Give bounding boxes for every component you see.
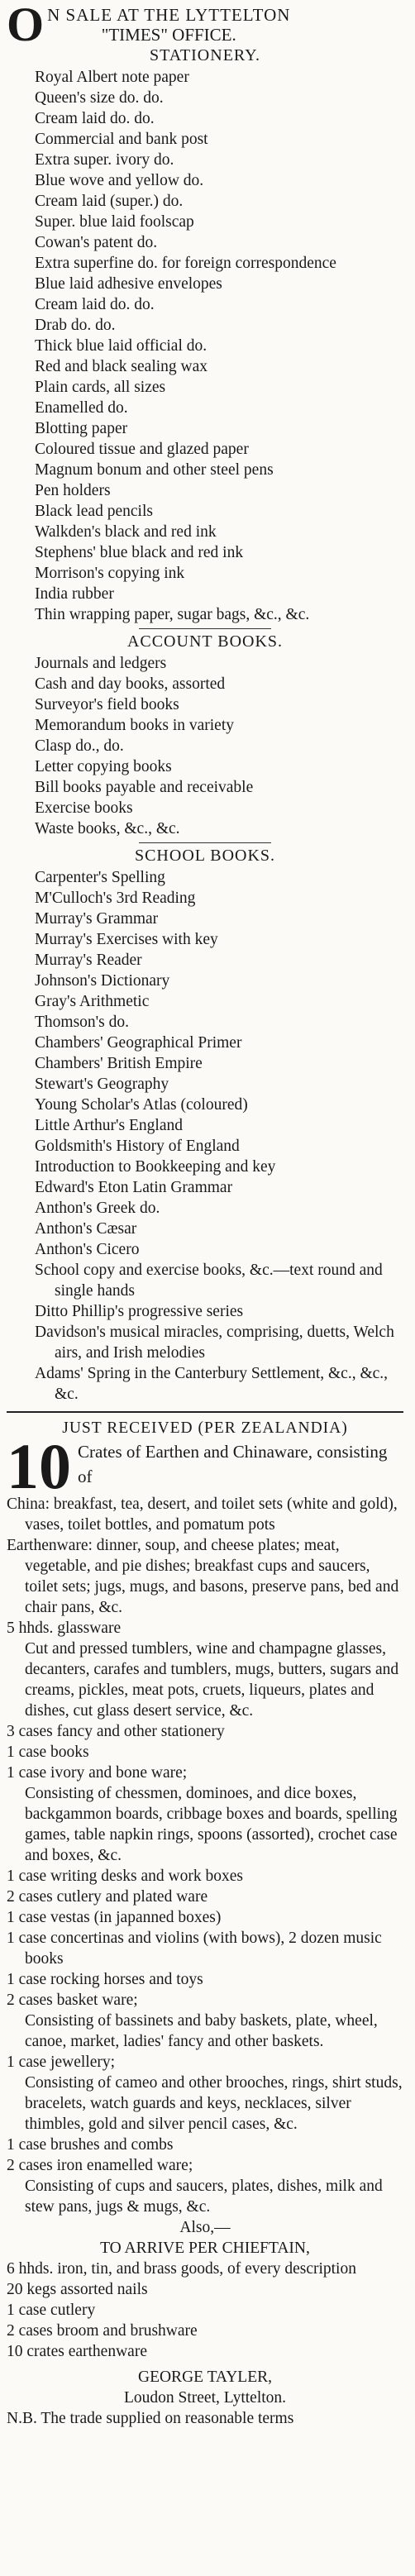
school-title: SCHOOL BOOKS. <box>134 847 276 865</box>
intro-text: Crates of Earthen and Chinaware, consisting of <box>78 1442 388 1486</box>
list-item: Cash and day books, assorted <box>35 675 226 693</box>
list-item: Introduction to Bookkeeping and key <box>35 1158 276 1176</box>
list-item: Memorandum books in variety <box>35 717 234 734</box>
goods-line: 5 hhds. glassware <box>7 1620 122 1637</box>
list-item: Murray's Reader <box>35 952 142 969</box>
received-list <box>7 1494 403 2217</box>
goods-line: Earthenware: dinner, soup, and cheese plates; meat, vegetable, and pie dishes; breakfast cups and saucers, toilet sets; jugs, mugs, and basons, preserve pans, bed and chair pans, &c. <box>7 1537 399 1616</box>
stationery-list <box>7 67 403 625</box>
goods-line: 3 cases fancy and other stationery <box>7 1723 225 1740</box>
list-item: Blue laid adhesive envelopes <box>35 275 222 293</box>
account-title: ACCOUNT BOOKS. <box>126 632 284 651</box>
list-item: Cream laid do. do. <box>35 110 155 127</box>
list-item: Coloured tissue and glazed paper <box>35 441 249 458</box>
list-item: Extra superfine do. for foreign correspondence <box>35 255 336 272</box>
list-item: Johnson's Dictionary <box>35 972 170 990</box>
goods-line: 2 cases basket ware; <box>7 1992 138 2009</box>
list-item: Ditto Phillip's progressive series <box>35 1303 244 1320</box>
goods-line: 1 case ivory and bone ware; <box>7 1764 188 1782</box>
section-rule <box>7 1411 403 1413</box>
list-item: Little Arthur's England <box>35 1117 183 1134</box>
goods-line: 1 case vestas (in japanned boxes) <box>7 1909 222 1926</box>
list-item: Red and black sealing wax <box>35 358 208 375</box>
drop-cap: O <box>7 0 45 51</box>
address: Loudon Street, Lyttelton. <box>123 2389 287 2407</box>
list-item: Cream laid (super.) do. <box>35 193 184 210</box>
list-item: Clasp do., do. <box>35 737 124 755</box>
list-item: Morrison's copying ink <box>35 565 185 582</box>
list-item: Walkden's black and red ink <box>35 523 217 541</box>
list-item: School copy and exercise books, &c.—text round and single hands <box>35 1262 383 1300</box>
header <box>7 0 403 51</box>
list-item: Anthon's Greek do. <box>35 1200 160 1217</box>
list-item: Gray's Arithmetic <box>35 993 150 1010</box>
list-item: Anthon's Cicero <box>35 1241 140 1258</box>
arrive-title: TO ARRIVE PER CHIEFTAIN, <box>100 2240 310 2257</box>
list-item: Blotting paper <box>35 420 128 437</box>
received-intro <box>7 1430 403 1502</box>
list-item: Extra super. ivory do. <box>35 151 174 169</box>
list-item: India rubber <box>35 585 114 603</box>
list-item: Enamelled do. <box>35 399 128 417</box>
list-item: Cowan's patent do. <box>35 234 158 251</box>
note: N.B. The trade supplied on reasonable terms <box>7 2410 294 2427</box>
divider <box>139 628 271 629</box>
goods-line: Cut and pressed tumblers, wine and champagne glasses, decanters, carafes and tumblers, mugs, butters, sugars and creams, pickles, meat pots, cruets, liqueurs, plates and dishes, cut glass desert service, &c. <box>25 1640 399 1720</box>
also-line: Also,— <box>179 2219 231 2236</box>
goods-line: 1 case jewellery; <box>7 2054 116 2071</box>
list-item: 1 case cutlery <box>7 2302 96 2319</box>
goods-line: 1 case rocking horses and toys <box>7 1971 203 1988</box>
divider <box>139 842 271 843</box>
list-item: Super. blue laid foolscap <box>35 213 194 231</box>
list-item: Commercial and bank post <box>35 131 208 148</box>
account-list <box>7 653 403 839</box>
list-item: Drab do. do. <box>35 317 116 334</box>
list-item: Pen holders <box>35 482 111 499</box>
list-item: Magnum bonum and other steel pens <box>35 461 274 479</box>
list-item: Young Scholar's Atlas (coloured) <box>35 1096 248 1114</box>
list-item: Plain cards, all sizes <box>35 379 166 396</box>
list-item: Stephens' blue black and red ink <box>35 544 244 561</box>
list-item: Carpenter's Spelling <box>35 869 165 886</box>
list-item: Murray's Grammar <box>35 910 159 928</box>
received-title: JUST RECEIVED (PER ZEALANDIA) <box>62 1419 348 1437</box>
goods-line: 1 case concertinas and violins (with bows), 2 dozen music books <box>7 1930 382 1968</box>
list-item: Davidson's musical miracles, comprising, duetts, Welch airs, and Irish melodies <box>35 1324 394 1362</box>
list-item: Letter copying books <box>35 758 172 775</box>
list-item: Black lead pencils <box>35 503 153 520</box>
list-item: Stewart's Geography <box>35 1076 169 1093</box>
list-item: 10 crates earthenware <box>7 2343 147 2360</box>
list-item: Chambers' Geographical Primer <box>35 1034 242 1052</box>
list-item: Edward's Eton Latin Grammar <box>35 1179 233 1196</box>
list-item: Exercise books <box>35 799 133 817</box>
list-item: Surveyor's field books <box>35 696 179 713</box>
big-number: 10 <box>7 1430 71 1502</box>
list-item: Blue wove and yellow do. <box>35 172 204 189</box>
arrive-list <box>7 2259 403 2362</box>
list-item: Murray's Exercises with key <box>35 931 218 948</box>
list-item: Cream laid do. do. <box>35 296 155 313</box>
goods-line: Consisting of chessmen, dominoes, and dice boxes, backgammon boards, cribbage boxes and boards, spelling games, table napkin rings, spoons (assorted), crochet case and boxes, &c. <box>25 1785 398 1864</box>
goods-line: 2 cases iron enamelled ware; <box>7 2157 193 2174</box>
goods-line: 2 cases cutlery and plated ware <box>7 1888 208 1906</box>
list-item: Adams' Spring in the Canterbury Settlement, &c., &c., &c. <box>35 1365 389 1403</box>
goods-line: 1 case brushes and combs <box>7 2136 174 2154</box>
list-item: Thomson's do. <box>35 1014 130 1031</box>
list-item: Queen's size do. do. <box>35 89 164 107</box>
goods-line: Consisting of cups and saucers, plates, dishes, milk and stew pans, jugs & mugs, &c. <box>25 2178 383 2216</box>
header-line-2: "TIMES" OFFICE. <box>101 25 236 45</box>
list-item: Thick blue laid official do. <box>35 337 208 355</box>
goods-line: Consisting of bassinets and baby baskets, plate, wheel, canoe, market, ladies' fancy and other baskets. <box>25 2012 378 2050</box>
goods-line: Consisting of cameo and other brooches, rings, shirt studs, bracelets, watch guards and keys, necklaces, silver thimbles, gold and silver pencil cases, &c. <box>25 2074 403 2133</box>
goods-line: 1 case writing desks and work boxes <box>7 1868 243 1885</box>
goods-line: 1 case books <box>7 1744 89 1761</box>
header-line-1: N SALE AT THE LYTTELTON <box>47 5 291 25</box>
list-item: Royal Albert note paper <box>35 69 189 86</box>
goods-line: China: breakfast, tea, desert, and toilet sets (white and gold), vases, toilet bottles, and pomatum pots <box>7 1496 398 1534</box>
list-item: Thin wrapping paper, sugar bags, &c., &c. <box>35 606 310 623</box>
list-item: Waste books, &c., &c. <box>35 820 180 837</box>
list-item: 20 kegs assorted nails <box>7 2281 148 2298</box>
list-item: Goldsmith's History of England <box>35 1138 240 1155</box>
list-item: Journals and ledgers <box>35 655 167 672</box>
list-item: 6 hhds. iron, tin, and brass goods, of every description <box>7 2260 356 2278</box>
list-item: M'Culloch's 3rd Reading <box>35 890 196 907</box>
stationery-title: STATIONERY. <box>149 46 261 64</box>
list-item: Anthon's Cæsar <box>35 1220 137 1238</box>
list-item: Chambers' British Empire <box>35 1055 203 1072</box>
list-item: Bill books payable and receivable <box>35 779 254 796</box>
signer: GEORGE TAYLER, <box>137 2368 273 2386</box>
school-list <box>7 867 403 1405</box>
list-item: 2 cases broom and brushware <box>7 2322 198 2340</box>
